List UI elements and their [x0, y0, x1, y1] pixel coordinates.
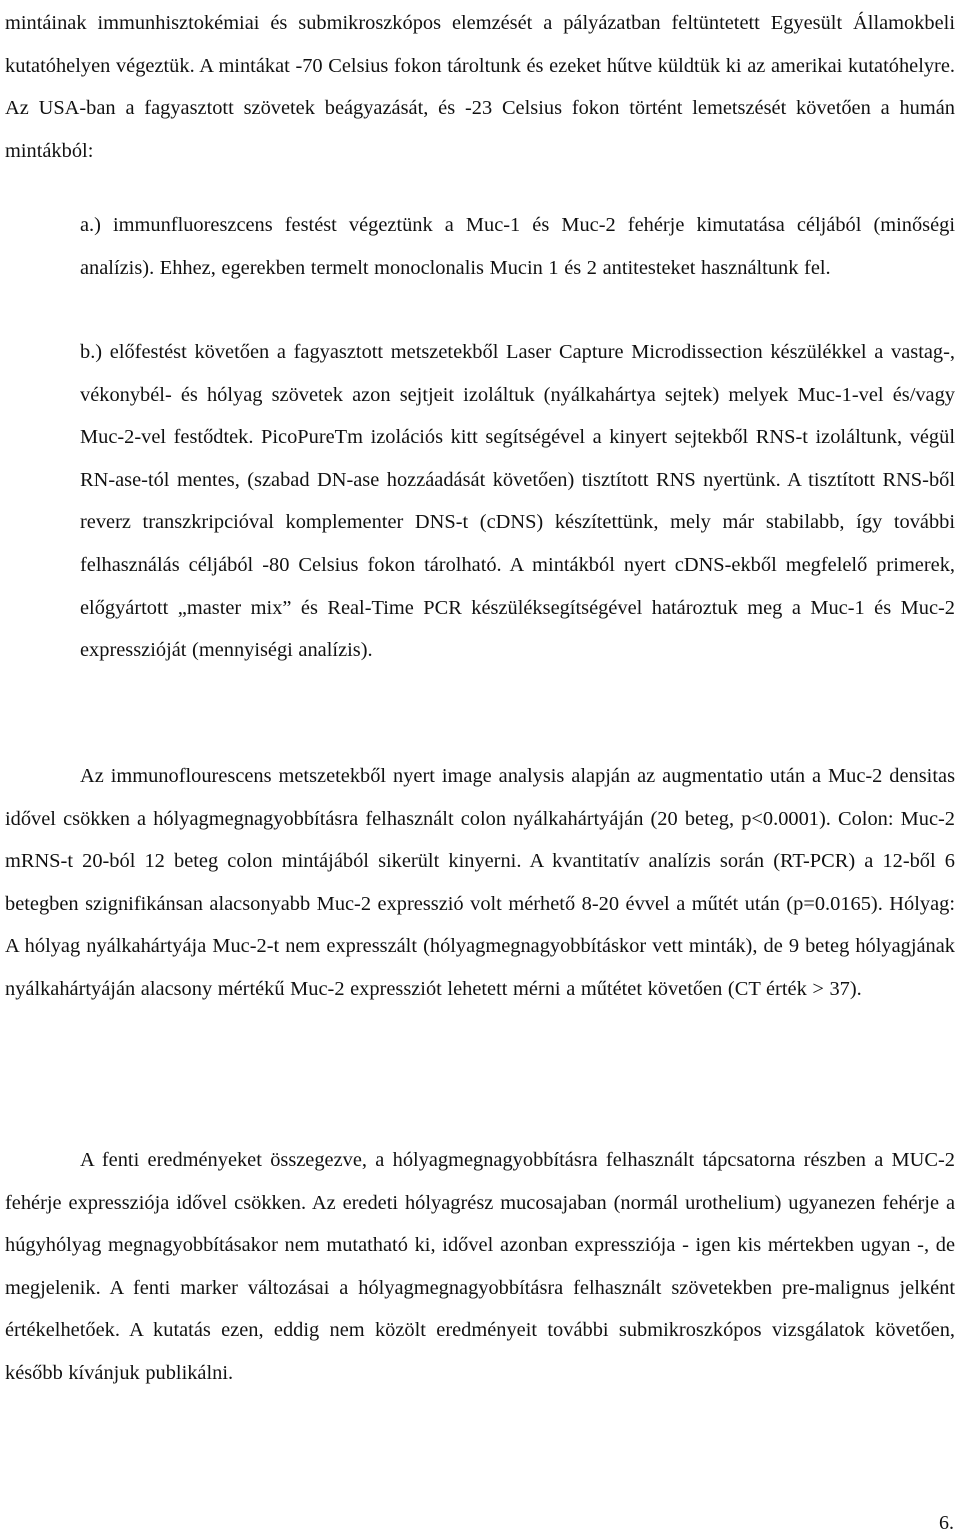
summary-paragraph: A fenti eredményeket összegezve, a hólyagmegnagyobbításra felhasznált tápcsatorna részben a MUC-2 fehérje expressziója idővel csökken. Az eredeti hólyagrész mucosajaban (normál urothelium) ugyanezen fehérje a húgyhólyag megnagyobbításakor nem mutatható ki, idővel azonban expressziója - igen kis mértekben ugyan -, de megjelenik. A fenti marker változásai a hólyagmegnagyobbításra felhasznált szövetekben pre-malignus jelként értékelhetőek. A kutatás ezen, eddig nem közölt eredményeit további submikroszkópos vizsgálatok követően, később kívánjuk publikálni.	[5, 1149, 955, 1384]
list-item-b: b.) előfestést követően a fagyasztott metszetekből Laser Capture Microdissection készülékkel a vastag-, vékonybél- és hólyag szövetek azon sejtjeit izoláltuk (nyálkahártya sejtek) melyek Muc-1-vel és/vagy Muc-2-vel festődtek. PicoPureTm izolációs kitt segítségével a kinyert sejtekből RNS-t izoláltunk, végül RN-ase-tól mentes, (szabad DN-ase hozzáadását követően) tisztított RNS nyertünk. A tisztított RNS-ből reverz transzkripcióval komplementer DNS-t (cDNS) készítettünk, mely már stabilabb, így további felhasználás céljából -80 Celsius fokon tárolható. A mintákból nyert cDNS-ekből megfelelő primerek, előgyártott „master mix” és Real-Time PCR készüléksegítségével határoztuk meg a Muc-1 és Muc-2 expresszióját (mennyiségi analízis).	[80, 341, 955, 662]
intro-paragraph: mintáinak immunhisztokémiai és submikroszkópos elemzését a pályázatban feltüntetett Egyesült Államokbeli kutatóhelyen végeztük. A mintákat -70 Celsius fokon tároltunk és ezeket hűtve küldtük ki az amerikai kutatóhelyre. Az USA-ban a fagyasztott szövetek beágyazását, és -23 Celsius fokon történt lemetszését követően a humán mintákból:	[5, 12, 955, 162]
results-paragraph: Az immunoflourescens metszetekből nyert image analysis alapján az augmentatio után a Muc-2 densitas idővel csökken a hólyagmegnagyobbításra felhasznált colon nyálkahártyáján (20 beteg, p<0.0001). Colon: Muc-2 mRNS-t 20-ból 12 beteg colon mintájából sikerült kinyerni. A kvantitatív analízis során (RT-PCR) a 12-ből 6 betegben szignifikánsan alacsonyabb Muc-2 expresszió volt mérhető 8-20 évvel a műtét után (p=0.0165). Hólyag: A hólyag nyálkahártyája Muc-2-t nem expresszált (hólyagmegnagyobbításkor vett minták), de 9 beteg hólyagjának nyálkahártyáján alacsony mértékű Muc-2 expressziót lehetett mérni a műtétet követően (CT érték > 37).	[5, 765, 955, 1000]
page-number: 6.	[939, 1512, 954, 1534]
list-item-a: a.) immunfluoreszcens festést végeztünk a Muc-1 és Muc-2 fehérje kimutatása céljából (minőségi analízis). Ehhez, egerekben termelt monoclonalis Mucin 1 és 2 antitesteket használtunk fel.	[80, 214, 955, 279]
